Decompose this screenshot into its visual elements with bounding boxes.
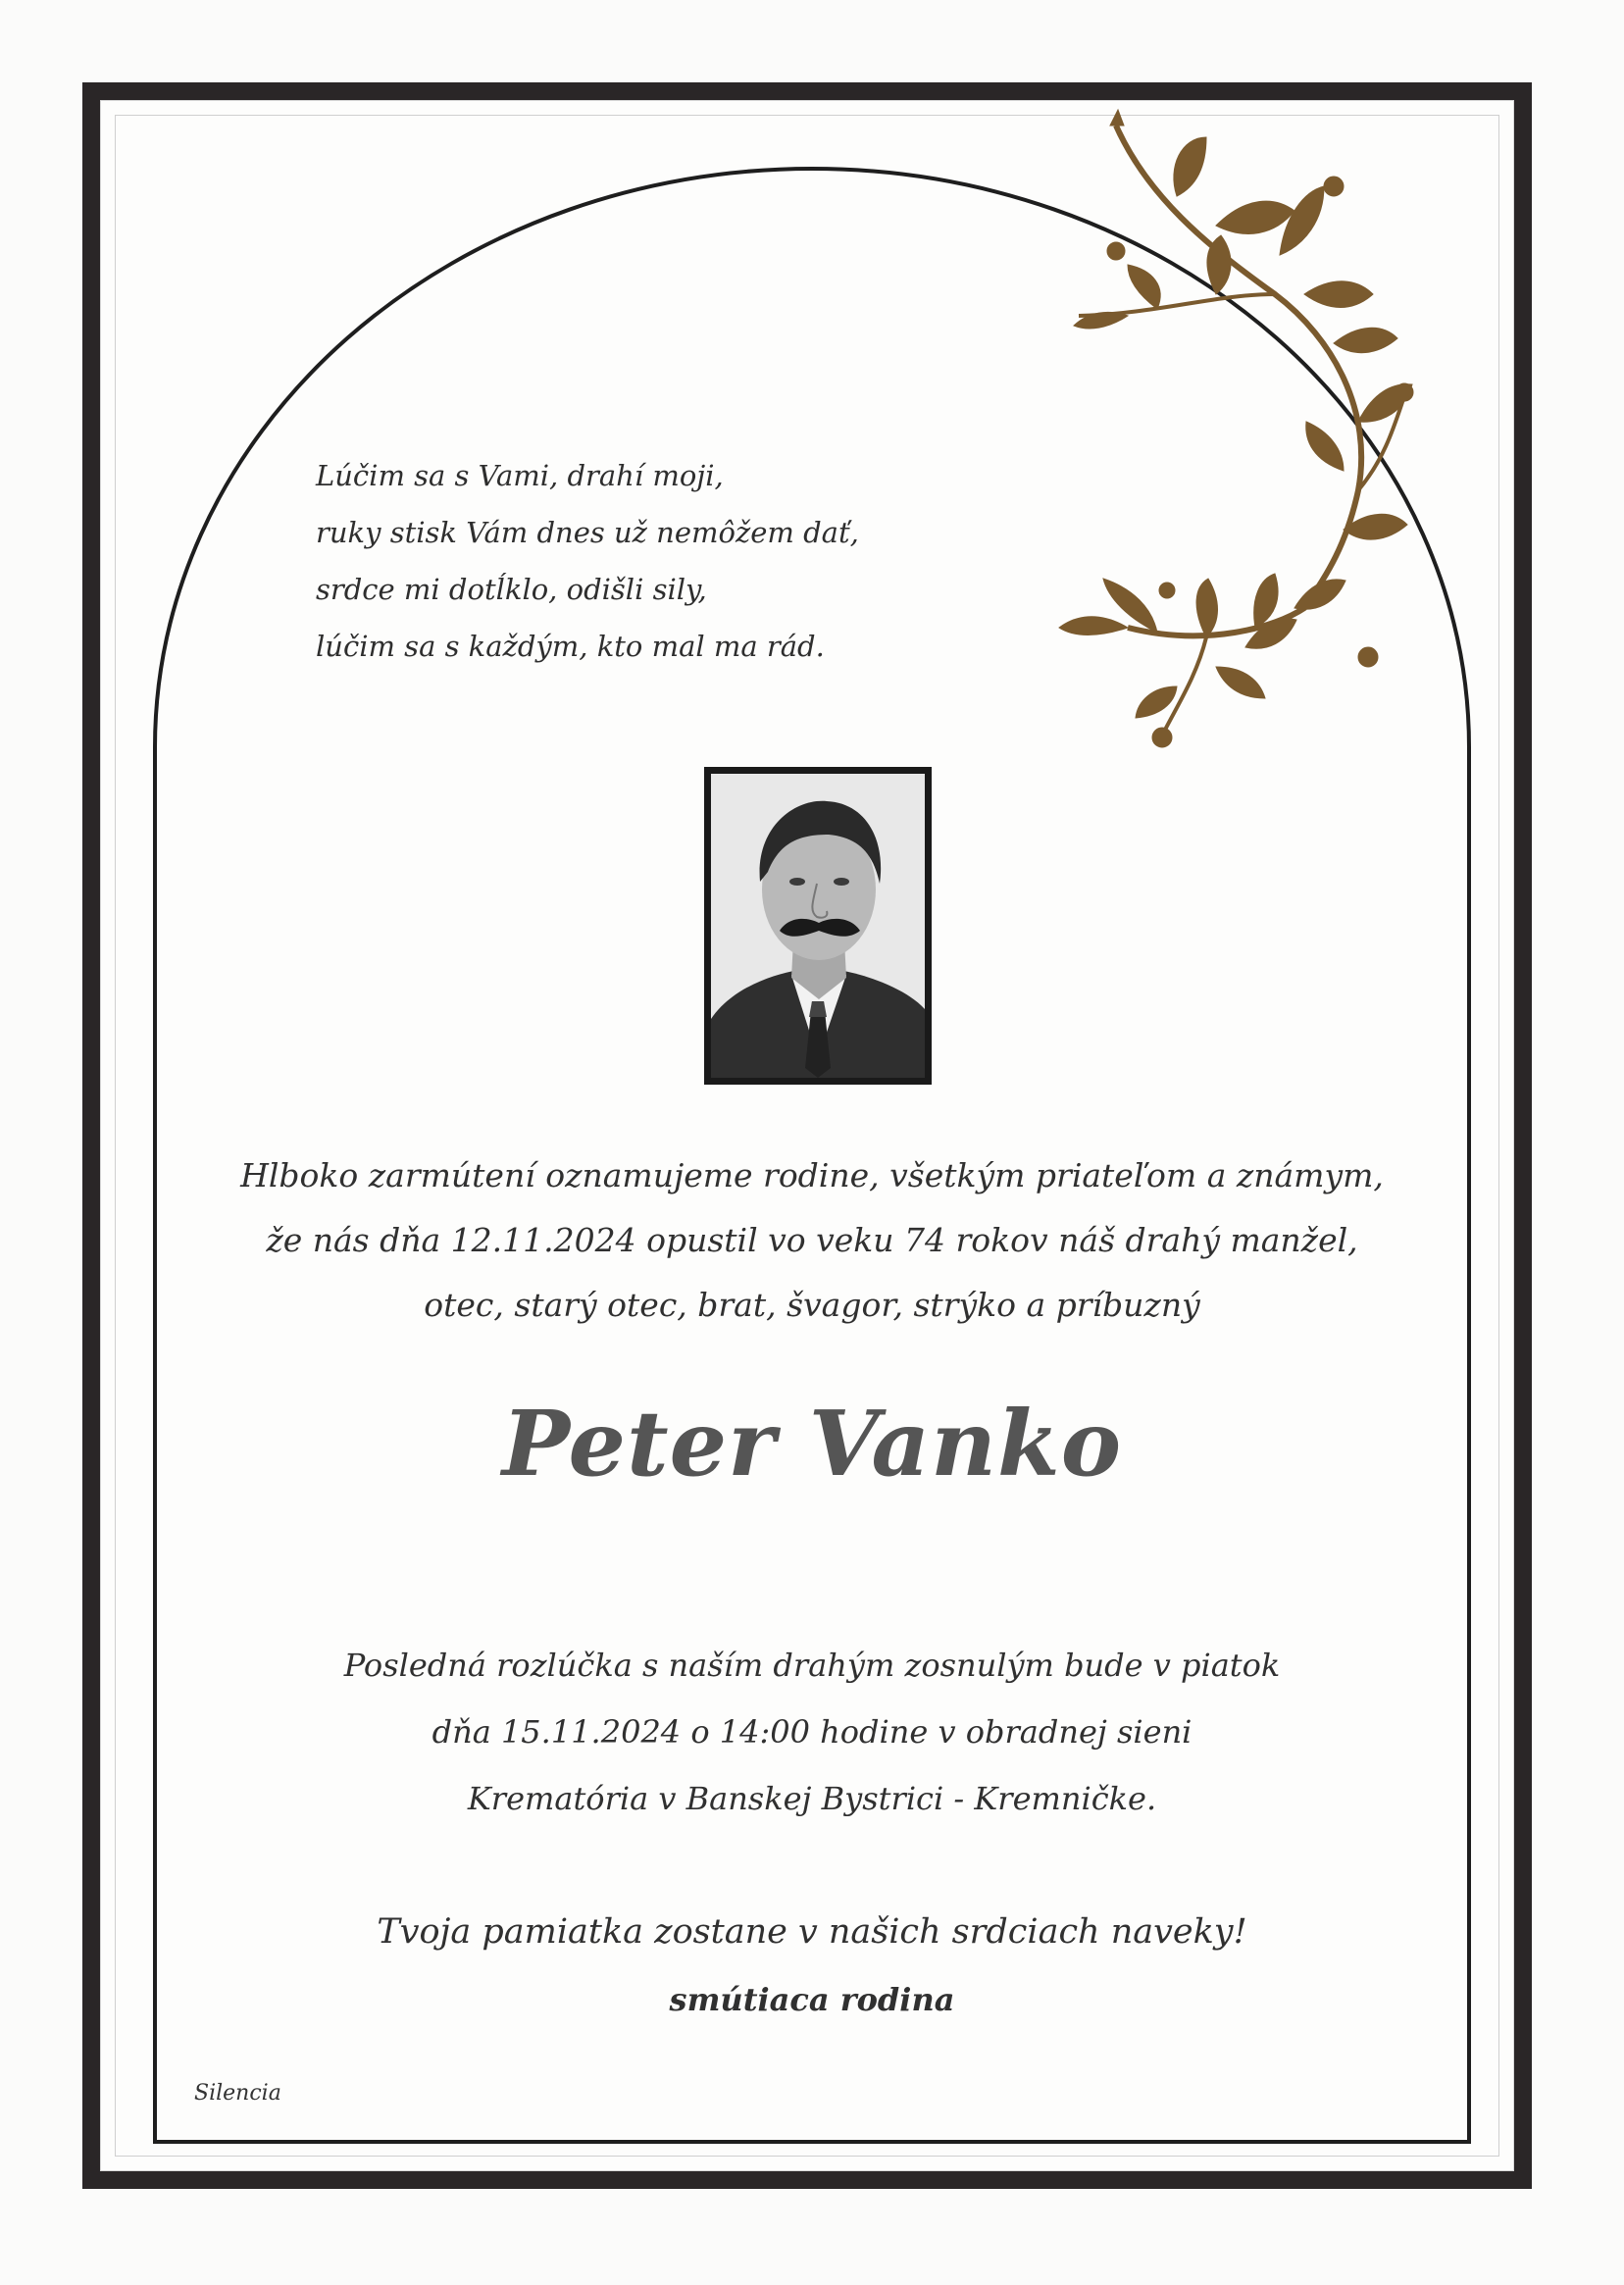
family-signature: smútiaca rodina	[669, 1981, 955, 2018]
deceased-name: Peter Vanko	[501, 1391, 1123, 1497]
farewell-poem	[316, 447, 924, 675]
portrait-photo-frame	[704, 767, 932, 1085]
portrait-photo	[711, 774, 925, 1078]
farewell-message: Tvoja pamiatka zostane v našich srdciach naveky!	[377, 1912, 1247, 1952]
poem-line: srdce mi dotĺklo, odišli sily,	[316, 573, 707, 606]
poem-line: lúčim sa s každým, kto mal ma rád.	[316, 630, 825, 663]
funeral-line: Krematória v Banskej Bystrici - Kremničke.	[467, 1780, 1157, 1817]
funeral-line: Posledná rozlúčka s naším drahým zosnulým bude v piatok	[343, 1647, 1281, 1684]
poem-line: ruky stisk Vám dnes už nemôžem dať,	[316, 516, 859, 549]
funeral-line: dňa 15.11.2024 o 14:00 hodine v obradnej sieni	[431, 1713, 1193, 1751]
printer-imprint: Silencia	[194, 2081, 281, 2106]
death-announcement	[216, 1143, 1408, 1338]
funeral-details	[216, 1632, 1408, 1832]
announcement-line: otec, starý otec, brat, švagor, strýko a príbuzný	[424, 1286, 1200, 1324]
announcement-line: Hlboko zarmútení oznamujeme rodine, všetkým priateľom a známym,	[240, 1156, 1384, 1194]
floral-ornament-icon	[1059, 110, 1413, 747]
poem-line: Lúčim sa s Vami, drahí moji,	[316, 459, 724, 492]
announcement-line: že nás dňa 12.11.2024 opustil vo veku 74 rokov náš drahý manžel,	[266, 1221, 1358, 1259]
portrait-silhouette-icon	[711, 774, 925, 1078]
